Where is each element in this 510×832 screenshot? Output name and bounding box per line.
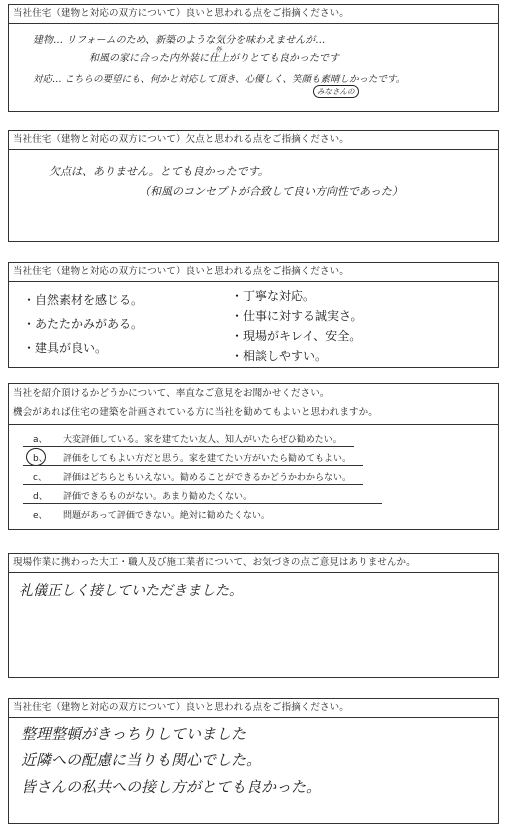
section-header: 当社住宅（建物と対応の双方について）良いと思われる点をご指摘ください。 <box>9 5 498 24</box>
handwritten-line: 整理整頓がきっちりしていました <box>21 725 247 743</box>
handwritten-line: 近隣への配慮に当りも関心でした。 <box>21 751 262 769</box>
handwritten-line: 礼儀正しく接していただきました。 <box>19 583 243 599</box>
handwritten-line: 建物… リフォームのため、新築のような気分を味わえませんが… <box>33 35 326 46</box>
selected-circle-mark <box>26 448 46 466</box>
handwritten-small-note: みなさんの <box>313 85 359 98</box>
option-letter: b、 <box>33 454 48 464</box>
section-weak-points <box>8 130 499 242</box>
section-header: 当社住宅（建物と対応の双方について）欠点と思われる点をご指摘ください。 <box>9 131 498 150</box>
option-b <box>33 451 351 464</box>
handwritten-small-note: 外 <box>215 46 222 54</box>
option-letter: d、 <box>33 492 48 502</box>
section-header: 当社住宅（建物と対応の双方について）良いと思われる点をご指摘ください。 <box>9 699 498 718</box>
handwritten-line: 和風の家に合った内外装に仕上がりとても良かったです <box>89 53 339 64</box>
option-d <box>33 489 252 502</box>
handwritten-item: ・自然素材を感じる。 <box>23 293 144 307</box>
handwritten-item: ・相談しやすい。 <box>231 349 328 363</box>
option-a <box>33 432 342 445</box>
section-header: 現場作業に携わった大工・職人及び施工業者について、お気づきの点ご意見はありませんか。 <box>9 554 498 573</box>
option-letter: e、 <box>33 511 48 521</box>
handwritten-item: ・丁寧な対応。 <box>231 289 316 303</box>
option-text: 評価はどちらともいえない。勧めることができるかどうかわからない。 <box>63 473 352 483</box>
option-text: 評価できるものがない。あまり勧めたくない。 <box>63 492 253 502</box>
option-c <box>33 470 351 483</box>
section-subheader: 機会があれば住宅の建築を計画されている方に当社を勧めてもよいと思われますか。 <box>9 404 498 425</box>
option-text: 問題があって評価できない。絶対に勧めたくない。 <box>63 511 270 521</box>
handwritten-line: 欠点は、ありません。とても良かったです。 <box>49 165 269 178</box>
section-good-points-2 <box>8 262 499 368</box>
option-letter: c、 <box>33 473 47 483</box>
handwritten-item: ・現場がキレイ、安全。 <box>231 329 362 343</box>
section-workers-feedback <box>8 553 499 678</box>
option-text: 大変評価している。家を建てたい友人、知人がいたらぜひ勧めたい。 <box>63 435 342 445</box>
option-e <box>33 508 270 521</box>
handwritten-item: ・仕事に対する誠実さ。 <box>231 309 363 323</box>
handwritten-line: 皆さんの私共への接し方がとても良かった。 <box>21 778 322 796</box>
handwritten-item: ・あたたかみがある。 <box>23 317 144 331</box>
handwritten-line: 対応… こちらの要望にも、何かと対応して頂き、心優しく、笑顔も素晴しかったです。 <box>33 74 406 85</box>
section-good-points-1 <box>8 4 499 112</box>
option-letter: a、 <box>33 435 48 445</box>
section-header: 当社を紹介頂けるかどうかについて、率直なご意見をお聞かせください。 <box>13 388 330 399</box>
section-recommendation <box>8 383 499 530</box>
option-text: 評価をしてもよい方だと思う。家を建てたい方がいたら勧めてもよい。 <box>63 454 352 464</box>
handwritten-line: （和風のコンセプトが合致して良い方向性であった） <box>139 185 403 198</box>
section-header: 当社住宅（建物と対応の双方について）良いと思われる点をご指摘ください。 <box>9 263 498 282</box>
section-good-points-3 <box>8 698 499 824</box>
handwritten-item: ・建具が良い。 <box>23 341 108 355</box>
